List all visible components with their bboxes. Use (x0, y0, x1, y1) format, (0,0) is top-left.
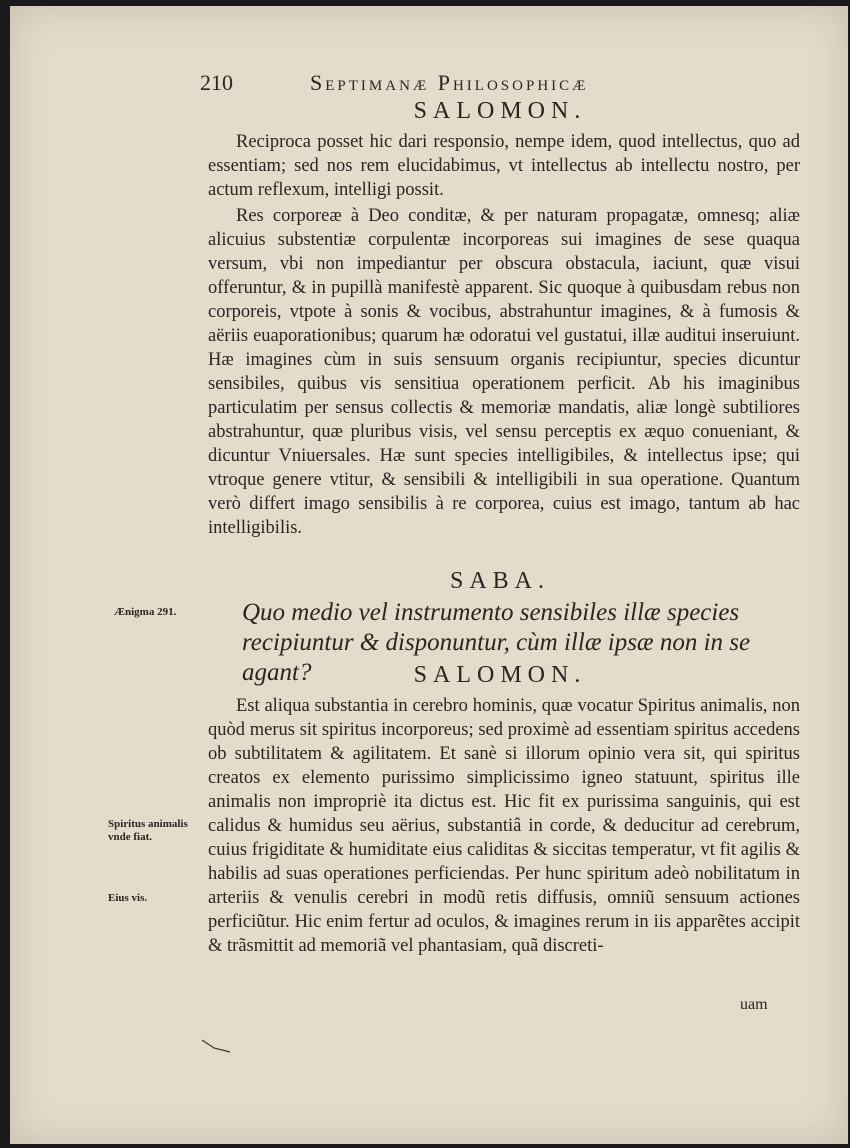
margin-note-spiritus: Spiritus animalis vnde fiat. (108, 818, 188, 843)
page-number: 210 (200, 70, 233, 95)
enigma-question: Quo medio vel instrumento sensibiles illæ species recipiuntur & disponuntur, cùm illæ ipsæ non in se agant? (242, 599, 751, 686)
document-page (10, 6, 848, 1144)
speaker-heading-salomon-2: SALOMON. (413, 662, 587, 688)
paragraph-3: Est aliqua substantia in cerebro hominis, quæ vocatur Spiritus animalis, non quòd merus sit spiritus incorporeus; sed proximè ad essentiam spiritus accedens ob subtilitatem & agilitatem. Et sanè si illorum opinio vera sit, qui spiritus creatos ex elemento purissimo simplicissimo igneo statuunt, spiritus ille animalis non impropriè ita dictus est. Hic fit ex purissima sanguinis, qui est calidus & humidus seu aërius, substantiâ in corde, & deducitur ad cerebrum, cuius frigiditate & humiditate eius caliditas & siccitas temperatur, vt fit agilis & habilis ad suas operationes perficiendas. Per hunc spiritum adeò nobilitatum in arteriis & venulis cerebri in modũ retis diffusis, omniũ sensuum actiones perficiũtur. Hic enim fertur ad oculos, & imagines rerum in iis apparẽtes accipit & trãsmittit ad memoriã vel phantasiam, quã discreti- (208, 696, 800, 956)
pencil-mark-icon (200, 1036, 240, 1056)
speaker-heading-saba: SABA. (449, 568, 551, 594)
paragraph-2: Res corporeæ à Deo conditæ, & per naturam propagatæ, omnesq; aliæ alicuius substentiæ corpulentæ incorporeas sui imagines de sese quaqua versum, vbi non impediantur per obscura obstacula, iaciunt, quæ visui offeruntur, & in pupillà manifestè apparent. Sic quoque à quibusdam rebus non corporeis, vtpote à sonis & vocibus, abstrahuntur imagines, & à fumosis & aëriis euaporationibus; quarum hæ odoratui vel gustatui, illæ auditui inseruiunt. Hæ imagines cùm in suis sensuum organis recipiuntur, species dicuntur sensibiles, quibus vis sensitiua operationem perficit. Ab his imaginibus particulatim per sensus collectis & memoriæ mandatis, aliæ longè subtiliores abstrahuntur, quæ pluribus visis, vel sensu perceptis ex æquo conueniant, & dicuntur Vniuersales. Hæ sunt species intelligibiles, & intellectus ipse; qui vtroque genere vtitur, & sensibili & intelligibili in sua operatione. Quantum verò differt imago sensibilis à re corporea, cuius est imago, tantum ab hac intelligibilis. (208, 206, 800, 538)
speaker-heading-salomon-1: SALOMON. (413, 98, 587, 124)
margin-note-eius-vis: Eius vis. (108, 892, 148, 904)
catchword: uam (740, 996, 768, 1013)
paragraph-1: Reciproca posset hic dari responsio, nempe idem, quod intellectus, quo ad essentiam; sed nos rem elucidabimus, vt intellectus ab intellectu nostro, per actum reflexum, intelligi possit. (208, 132, 800, 200)
page-header (200, 68, 800, 98)
margin-note-aenigma: Ænigma 291. (114, 606, 177, 618)
running-title: Septimanæ Philosophicæ (310, 70, 589, 95)
